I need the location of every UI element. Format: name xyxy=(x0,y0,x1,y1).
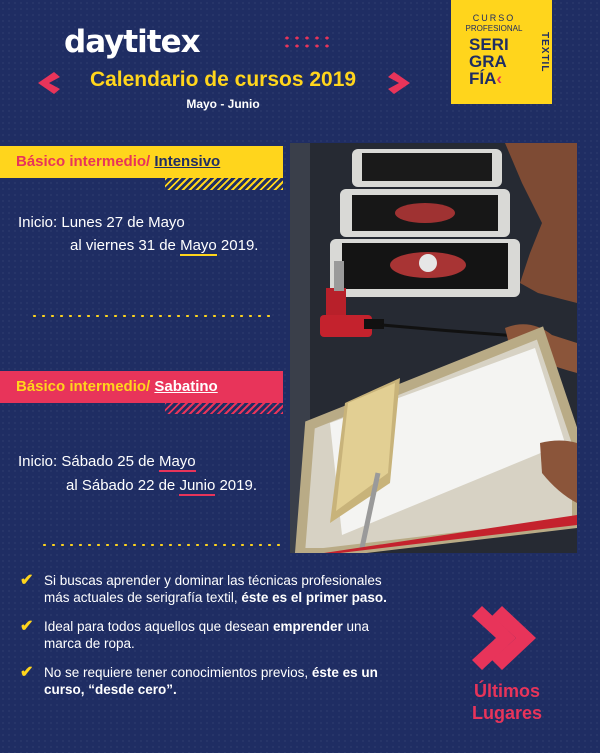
benefits-list xyxy=(18,572,408,710)
course-2-label-a: Básico intermedio/ xyxy=(16,378,151,395)
course-2-end-month: Junio xyxy=(179,477,216,494)
bullet-text: Ideal para todos aquellos que desean xyxy=(44,619,273,634)
page-title: Calendario de cursos 2019 xyxy=(89,68,357,91)
divider-dots xyxy=(40,542,280,548)
course-badge xyxy=(451,0,552,104)
course-1-label xyxy=(0,146,283,178)
divider-dots xyxy=(30,313,270,319)
checkmark-icon: ✔ xyxy=(20,572,34,589)
course-2-label xyxy=(0,371,283,403)
checkmark-icon: ✔ xyxy=(20,664,34,681)
course-1-end-month: Mayo xyxy=(180,237,217,254)
list-item xyxy=(18,618,408,652)
list-item xyxy=(18,664,408,698)
list-item xyxy=(18,572,408,606)
badge-word-b: GRA xyxy=(469,52,507,71)
brand-logo: daytitex xyxy=(64,24,200,60)
bullet-text: No se requiere tener conocimientos previos, xyxy=(44,665,312,680)
badge-word-c: FÍA xyxy=(469,69,497,88)
angle-icon: ‹ xyxy=(496,69,503,88)
badge-line-2: PROFESIONAL xyxy=(465,24,523,33)
bullet-bold: emprender xyxy=(272,619,343,634)
course-2-end-a: al Sábado 22 de xyxy=(66,477,180,494)
badge-side-text: TEXTIL xyxy=(539,32,550,73)
last-places-callout xyxy=(448,680,566,724)
course-1-end xyxy=(70,237,258,254)
course-2-label-b: Sabatino xyxy=(154,378,218,395)
chevron-left-icon xyxy=(34,70,60,96)
bullet-text-end: una marca de ropa. xyxy=(44,619,369,651)
screen-printing-photo xyxy=(290,143,577,553)
course-2-start-month: Mayo xyxy=(158,453,196,470)
decorative-dots xyxy=(282,34,334,50)
course-1-label-b: Intensivo xyxy=(154,153,221,170)
cta-line-1: Últimos xyxy=(473,681,540,701)
bullet-bold: éste es el primer paso. xyxy=(241,590,387,605)
course-1-label-a: Básico intermedio/ xyxy=(16,153,151,170)
course-2-start xyxy=(18,453,196,470)
badge-line-1: CURSO xyxy=(472,13,516,23)
course-1-end-year: 2019. xyxy=(216,237,259,254)
bullet-text: Si buscas aprender y dominar las técnicas profesionales más actuales de serigrafía textil, xyxy=(44,573,382,605)
cta-line-2: Lugares xyxy=(471,703,543,723)
course-1-end-a: al viernes 31 de xyxy=(70,237,181,254)
chevron-right-icon xyxy=(388,70,414,96)
decorative-hatch xyxy=(165,402,283,414)
bullet-bold: éste es un curso, “desde cero”. xyxy=(44,665,378,697)
decorative-hatch xyxy=(165,178,283,190)
course-2-start-a: Inicio: Sábado 25 de xyxy=(18,453,159,470)
badge-word-a: SERI xyxy=(469,35,509,54)
page-subtitle: Mayo - Junio xyxy=(186,97,260,111)
badge-word xyxy=(469,36,509,87)
course-2-end xyxy=(66,477,257,494)
checkmark-icon: ✔ xyxy=(20,618,34,635)
course-2-end-year: 2019. xyxy=(215,477,258,494)
chevron-right-icon xyxy=(472,606,538,670)
course-1-start: Inicio: Lunes 27 de Mayo xyxy=(18,214,185,231)
